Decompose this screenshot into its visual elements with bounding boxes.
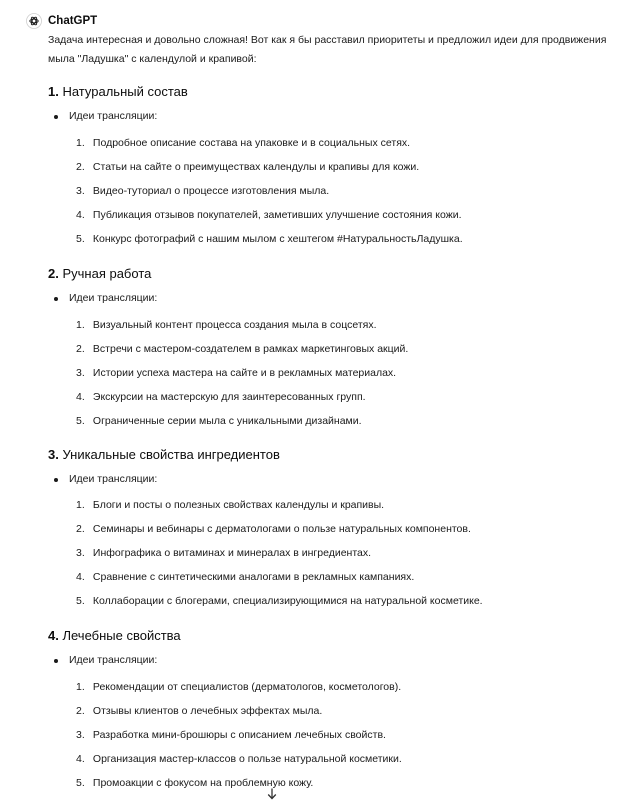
section-title: 1. Натуральный состав [48,84,188,99]
list-item: 2. Семинары и вебинары с дерматологами о пользе натуральных компонентов. [76,523,471,535]
list-item: 3. Истории успеха мастера на сайте и в рекламных материалах. [76,367,397,379]
list-item: 5. Ограниченные серии мыла с уникальными дизайнами. [76,415,362,427]
list-item: 3. Инфографика о витаминах и минералах в ингредиентах. [76,547,372,559]
arrow-down-icon[interactable] [267,787,277,799]
list-item: 2. Отзывы клиентов о лечебных эффектах мыла. [76,705,323,717]
list-item: 2. Встречи с мастером-создателем в рамках маркетинговых акций. [76,343,409,355]
openai-logo-icon [26,13,42,29]
list-item: 1. Рекомендации от специалистов (дерматологов, косметологов). [76,681,402,693]
list-item: 1. Блоги и посты о полезных свойствах календулы и крапивы. [76,499,385,511]
section-title: 3. Уникальные свойства ингредиентов [48,447,280,462]
author-name: ChatGPT [48,15,98,27]
list-item: 4. Сравнение с синтетическими аналогами в рекламных кампаниях. [76,571,415,583]
section-title: 2. Ручная работа [48,266,152,281]
bullet-dot [54,115,58,119]
list-item: 1. Визуальный контент процесса создания мыла в соцсетях. [76,319,377,331]
bullet-dot [54,478,58,482]
bullet-dot [54,297,58,301]
list-item: 5. Промоакции с фокусом на проблемную кожу. [76,777,314,789]
bullet-dot [54,659,58,663]
list-item: 4. Публикация отзывов покупателей, заметивших улучшение состояния кожи. [76,209,462,221]
list-item: 1. Подробное описание состава на упаковке и в социальных сетях. [76,137,411,149]
section-title: 4. Лечебные свойства [48,628,181,643]
list-item: 3. Разработка мини-брошюры с описанием лечебных свойств. [76,729,386,741]
list-item: 5. Конкурс фотографий с нашим мылом с хештегом #НатуральностьЛадушка. [76,233,463,245]
list-item: 3. Видео-туториал о процессе изготовления мыла. [76,185,330,197]
list-item: 4. Организация мастер-классов о пользе натуральной косметики. [76,753,402,765]
list-item: 2. Статьи на сайте о преимуществах календулы и крапивы для кожи. [76,161,420,173]
message-header [26,13,97,29]
intro-text: Задача интересная и довольно сложная! Вот как я бы расставил приоритеты и предложил идеи для продвижения мыла "Ладушка" с календулой и крапивой: [48,34,607,65]
list-item: 4. Экскурсии на мастерскую для заинтересованных групп. [76,391,366,403]
list-item: 5. Коллаборации с блогерами, специализирующимися на натуральной косметике. [76,595,483,607]
